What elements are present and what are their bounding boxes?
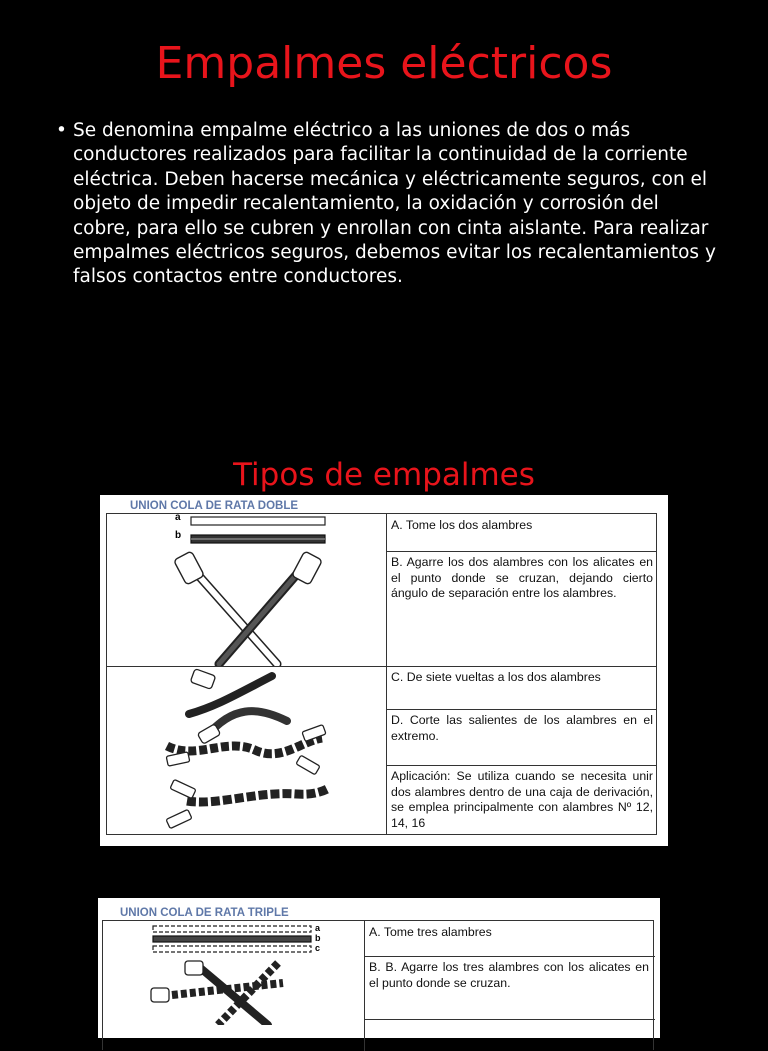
section-subtitle: Tipos de empalmes: [233, 457, 535, 493]
step-cell: A. Tome los dos alambres: [391, 518, 533, 532]
step-cell: D. Corte las salientes de los alambres en el extremo.: [391, 713, 653, 743]
bullet-dot-icon: •: [56, 120, 67, 141]
figure-header: UNION COLA DE RATA TRIPLE: [120, 907, 289, 919]
bullet-text: Se denomina empalme eléctrico a las uniones de dos o más conductores realizados para facilitar la continuidad de la corriente eléctrica. Deben hacerse mecánica y eléctricamente seguros, con el objeto de impedir recalentamiento, la oxidación y corrosión del cobre, para ello se cubren y enrollan con cinta aislante. Para realizar empalmes eléctricos seguros, debemos evitar los recalentamientos y falsos contactos entre conductores.: [73, 120, 716, 288]
figure-header: UNION COLA DE RATA DOBLE: [130, 500, 299, 512]
step-cell: Aplicación: Se utiliza cuando se necesita unir dos alambres dentro de una caja de derivación, se emplea principalmente con alambres Nº 12, 14, 16: [391, 769, 653, 830]
wires-twisted-illustration: [107, 666, 386, 834]
step-cell: A. Tome tres alambres: [369, 925, 492, 939]
steps-table: [106, 513, 657, 835]
table-divider: [365, 1019, 655, 1020]
bullet-item: [56, 119, 716, 290]
wire-label: b: [315, 933, 321, 943]
wire-label: b: [175, 530, 182, 541]
figure-union-triple: [98, 898, 660, 1038]
wire-label: a: [315, 923, 321, 933]
slide-title: Empalmes eléctricos: [155, 38, 613, 89]
wire-label: a: [175, 512, 181, 523]
wire-label: c: [315, 943, 321, 953]
wires-straight-illustration: [107, 514, 386, 666]
step-cell: C. De siete vueltas a los dos alambres: [391, 670, 601, 684]
steps-table: [102, 920, 654, 1050]
step-cell: B. Agarre los dos alambres con los alicates en el punto donde se cruzan, dejando cierto ángulo de separación entre los alambres.: [391, 555, 653, 601]
step-cell: B. B. Agarre los tres alambres con los alicates en el punto donde se cruzan.: [369, 960, 649, 990]
figure-union-doble: [100, 495, 668, 846]
wires-triple-illustration: [103, 921, 364, 1025]
